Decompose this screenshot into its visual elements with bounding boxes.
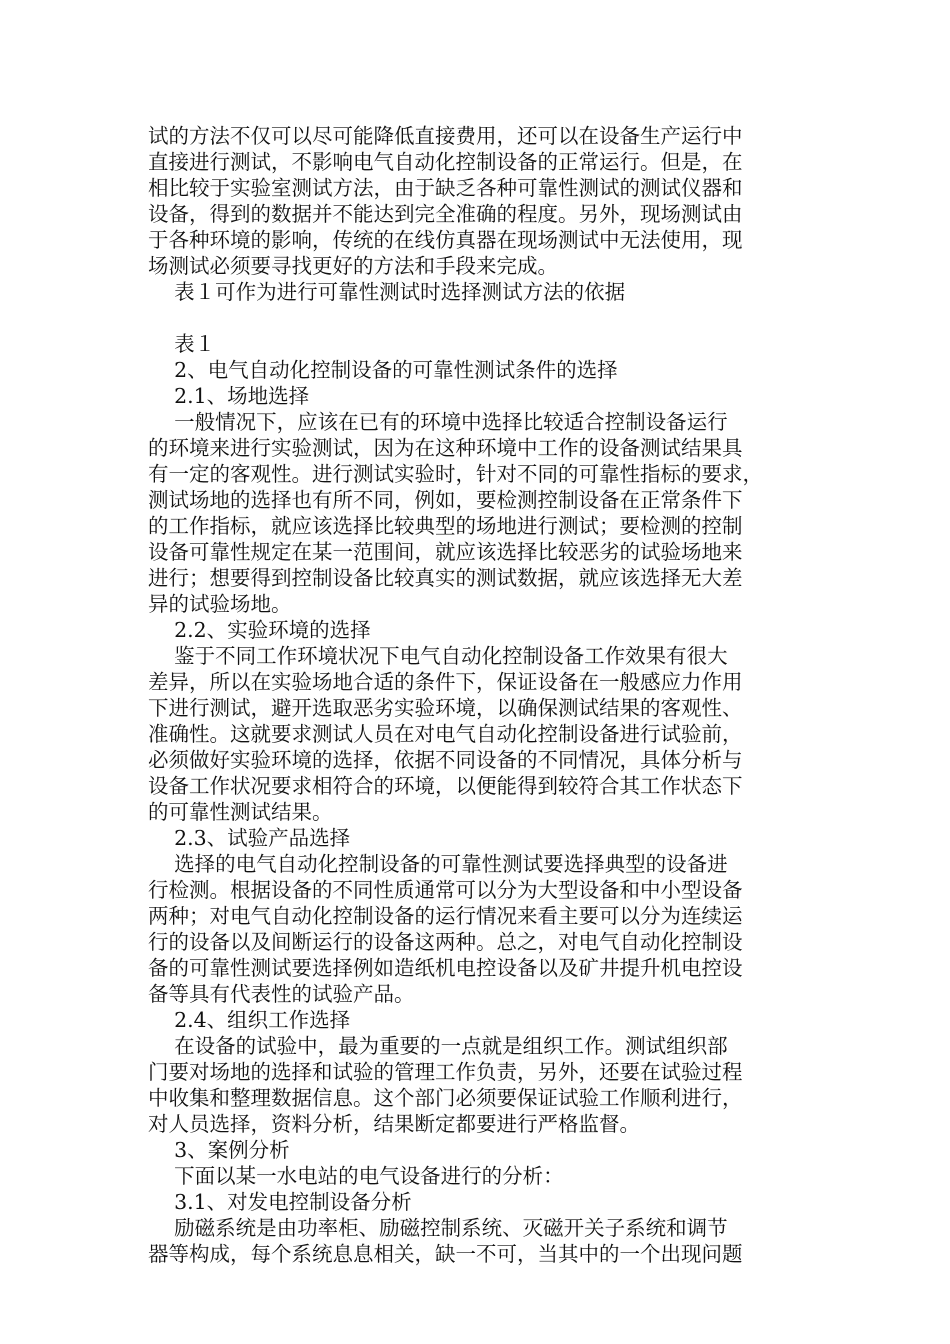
subsection-heading: 2.1、场地选择: [148, 384, 310, 408]
text-line: 门要对场地的选择和试验的管理工作负责，另外，还要在试验过程: [148, 1060, 743, 1084]
text-line: 场测试必须要寻找更好的方法和手段来完成。: [148, 254, 558, 278]
text-line: 差异，所以在实验场地合适的条件下，保证设备在一般感应力作用: [148, 670, 743, 694]
subsection-heading: 2.2、实验环境的选择: [148, 618, 371, 642]
blank-line: [148, 305, 803, 331]
text-line: 试的方法不仅可以尽可能降低直接费用，还可以在设备生产运行中: [148, 124, 743, 148]
text-line: 的环境来进行实验测试，因为在这种环境中工作的设备测试结果具: [148, 436, 743, 460]
text-line: 中收集和整理数据信息。这个部门必须要保证试验工作顺利进行，: [148, 1086, 743, 1110]
text-line: 器等构成，每个系统息息相关，缺一不可，当其中的一个出现问题: [148, 1242, 743, 1266]
text-line: 有一定的客观性。进行测试实验时，针对不同的可靠性指标的要求，: [148, 462, 763, 486]
document-body: [148, 123, 803, 1267]
text-line: 进行；想要得到控制设备比较真实的测试数据，就应该选择无大差: [148, 566, 743, 590]
text-line: 下进行测试，避开选取恶劣实验环境，以确保测试结果的客观性、: [148, 696, 743, 720]
text-line: 设备工作状况要求相符合的环境，以便能得到较符合其工作状态下: [148, 774, 743, 798]
text-line: 行检测。根据设备的不同性质通常可以分为大型设备和中小型设备: [148, 878, 743, 902]
text-line: 励磁系统是由功率柜、励磁控制系统、灭磁开关子系统和调节: [148, 1216, 728, 1240]
table-reference-line: 表１可作为进行可靠性测试时选择测试方法的依据: [148, 280, 626, 304]
text-line: 于各种环境的影响，传统的在线仿真器在现场测试中无法使用，现: [148, 228, 743, 252]
subsection-heading: 2.3、试验产品选择: [148, 826, 351, 850]
text-line: 必须做好实验环境的选择，依据不同设备的不同情况，具体分析与: [148, 748, 743, 772]
text-line: 对人员选择，资料分析，结果断定都要进行严格监督。: [148, 1112, 640, 1136]
text-line: 测试场地的选择也有所不同，例如，要检测控制设备在正常条件下: [148, 488, 743, 512]
subsection-heading: 2.4、组织工作选择: [148, 1008, 351, 1032]
text-line: 备的可靠性测试要选择例如造纸机电控设备以及矿井提升机电控设: [148, 956, 743, 980]
subsection-heading: 3.1、对发电控制设备分析: [148, 1190, 412, 1214]
text-line: 设备，得到的数据并不能达到完全准确的程度。另外，现场测试由: [148, 202, 743, 226]
text-line: 相比较于实验室测试方法，由于缺乏各种可靠性测试的测试仪器和: [148, 176, 743, 200]
text-line: 鉴于不同工作环境状况下电气自动化控制设备工作效果有很大: [148, 644, 728, 668]
text-line: 的可靠性测试结果。: [148, 800, 333, 824]
text-line: 行的设备以及间断运行的设备这两种。总之，对电气自动化控制设: [148, 930, 743, 954]
text-line: 异的试验场地。: [148, 592, 292, 616]
text-line: 备等具有代表性的试验产品。: [148, 982, 415, 1006]
text-line: 直接进行测试，不影响电气自动化控制设备的正常运行。但是，在: [148, 150, 743, 174]
text-line: 准确性。这就要求测试人员在对电气自动化控制设备进行试验前，: [148, 722, 743, 746]
section-heading: 3、案例分析: [148, 1138, 290, 1162]
text-line: 下面以某一水电站的电气设备进行的分析：: [148, 1164, 564, 1188]
text-line: 两种；对电气自动化控制设备的运行情况来看主要可以分为连续运: [148, 904, 743, 928]
text-line: 选择的电气自动化控制设备的可靠性测试要选择典型的设备进: [148, 852, 728, 876]
text-line: 的工作指标，就应该选择比较典型的场地进行测试；要检测的控制: [148, 514, 743, 538]
text-line: 设备可靠性规定在某一范围间，就应该选择比较恶劣的试验场地来: [148, 540, 743, 564]
section-heading: 2、电气自动化控制设备的可靠性测试条件的选择: [148, 358, 618, 382]
text-line: 一般情况下，应该在已有的环境中选择比较适合控制设备运行: [148, 410, 728, 434]
text-line: 在设备的试验中，最为重要的一点就是组织工作。测试组织部: [148, 1034, 728, 1058]
table-caption: 表１: [148, 332, 216, 356]
